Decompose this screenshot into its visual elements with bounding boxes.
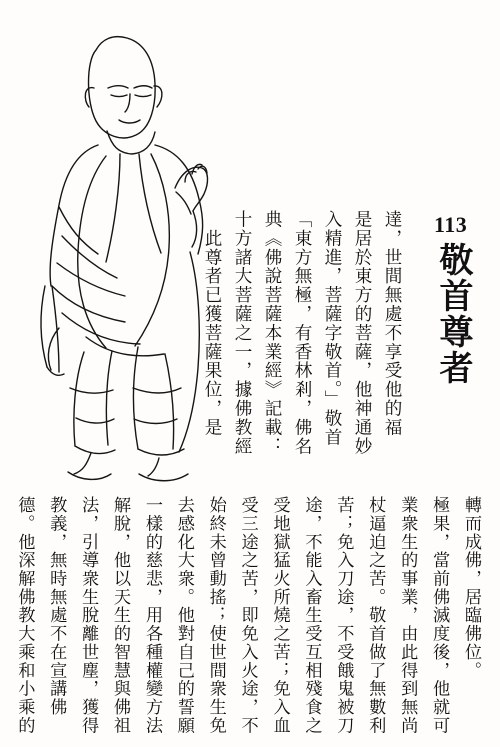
entry-number: 113 [434,212,468,237]
upper-vertical-text: 達，世間無處不享受他的福 是居於東方的菩薩，他神通妙 入精進，菩薩字敬首。」敬首 「東方無極，有香林剎，佛名 典《佛說菩薩本業經》記載： 十方諸大菩薩之一，據佛教經 此尊者已獲菩薩果位，是 [202,210,402,456]
faint-print-artifact [431,466,487,482]
lower-vertical-text: 轉而成佛，居臨佛位。 極果，當前佛滅度後，他就可 業衆生的事業，由此得到無尚 杖逼迫之苦。敬首做了無數利 苦；免入刀途，不受餓鬼被刀 途，不能入畜生受互相殘食之 受地獄猛火所燒之苦；免入血 受三途之苦，即免入火途，不 始終未曾動搖；使世間衆生免 去感化大衆。他對自己的誓願 一樣的慈悲，用各種權變方法 解脫，他以天生的智慧與佛祖 法，引導衆生脫離世塵，獲得 教義，無時無處不在宣講佛 德。他深解佛教大乘和小乘的 [14,496,481,735]
page-title: 敬首尊者 [433,242,473,386]
title-block [418,214,490,404]
